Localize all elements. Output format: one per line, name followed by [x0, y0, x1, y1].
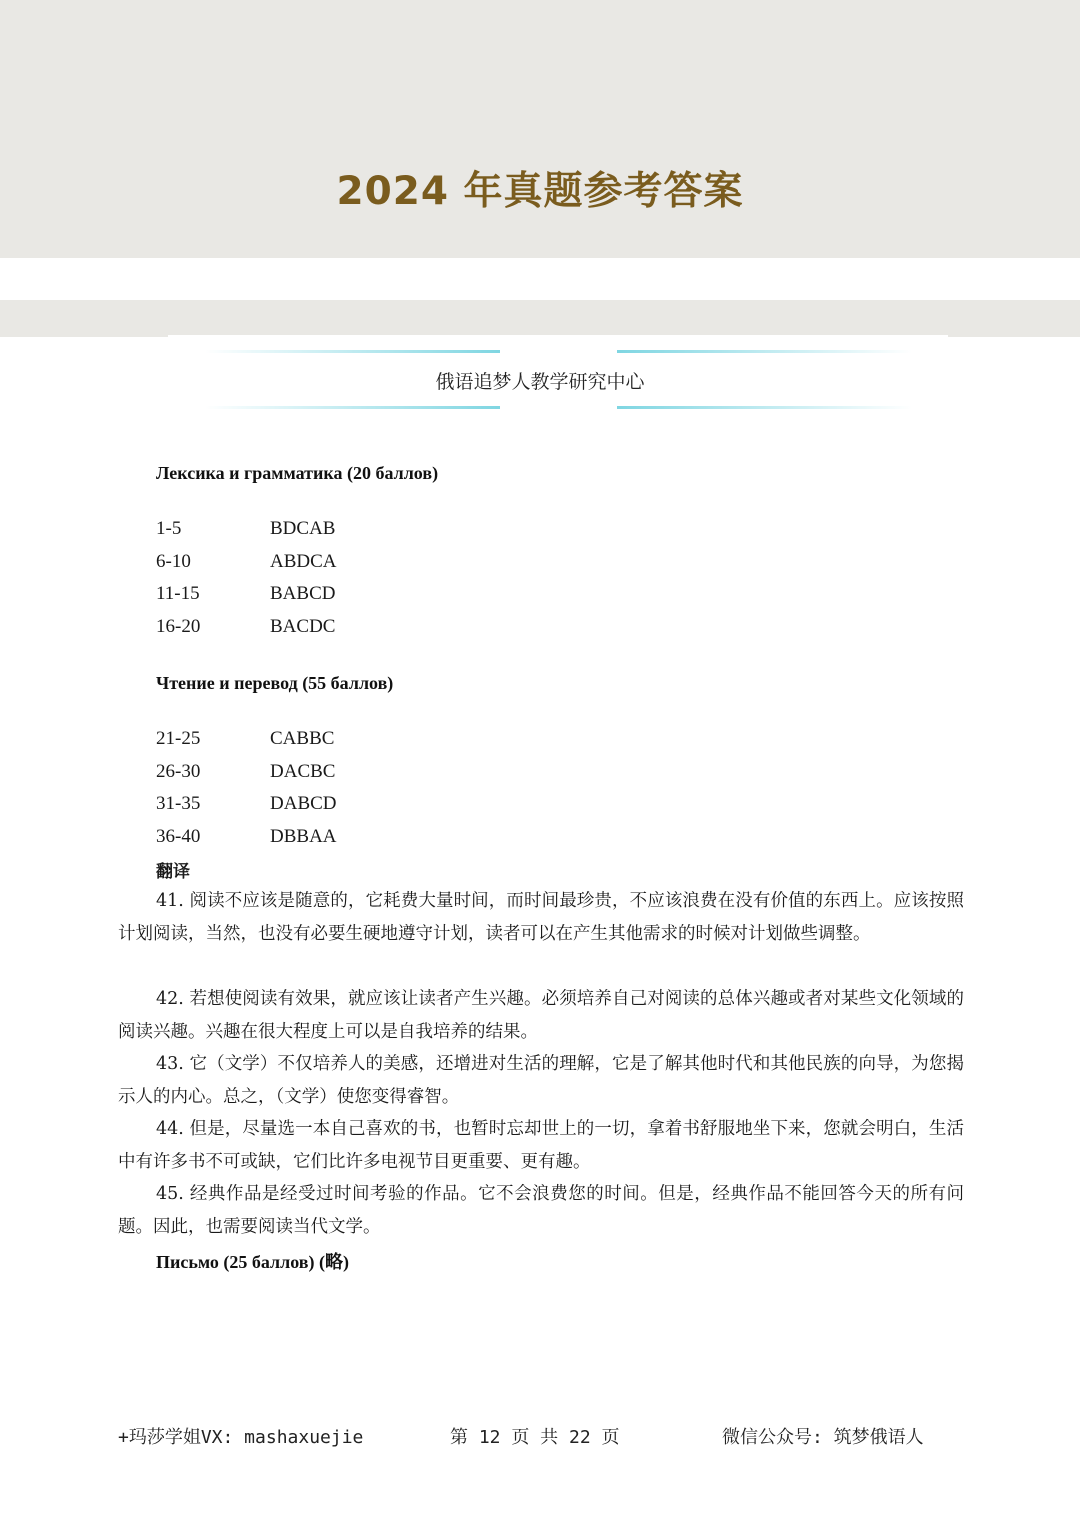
page-title: 2024 年真题参考答案: [336, 169, 744, 214]
section-heading-translation: 翻译: [156, 862, 190, 882]
answer-keys: CABBC: [270, 728, 335, 749]
decorative-line-top-right: [617, 350, 912, 353]
decorative-line-top-left: [205, 350, 500, 353]
answer-range: 6-10: [156, 551, 191, 572]
answer-range: 36-40: [156, 826, 201, 847]
answer-range: 1-5: [156, 518, 182, 539]
section-heading-reading: Чтение и перевод (55 баллов): [156, 673, 394, 693]
header-band: [0, 0, 1080, 258]
answer-keys: BABCD: [270, 583, 336, 604]
answer-range: 16-20: [156, 616, 201, 637]
answer-keys: DBBAA: [270, 826, 337, 847]
answer-keys: BACDC: [270, 616, 336, 637]
answer-range: 26-30: [156, 761, 201, 782]
footer-wechat: 微信公众号: 筑梦俄语人: [722, 1427, 924, 1448]
section-heading-writing: Письмо (25 баллов) (略): [156, 1252, 350, 1272]
divider-band: [0, 300, 1080, 337]
answer-range: 21-25: [156, 728, 201, 749]
organization-name: 俄语追梦人教学研究中心: [435, 371, 645, 393]
footer-contact: +玛莎学姐VX: mashaxuejie: [118, 1427, 364, 1448]
translation-paragraph: 44. 但是，尽量选一本自己喜欢的书，也暂时忘却世上的一切，拿着书舒服地坐下来，您就会明白，生活中有许多书不可或缺，它们比许多电视节目更重要、更有趣。: [118, 1119, 964, 1172]
translation-paragraph: 43. 它（文学）不仅培养人的美感，还增进对生活的理解，它是了解其他时代和其他民族的向导，为您揭示人的内心。总之，（文学）使您变得睿智。: [118, 1054, 964, 1107]
section-heading-lexgram: Лексика и грамматика (20 баллов): [156, 463, 439, 483]
answer-range: 31-35: [156, 793, 201, 814]
answer-range: 11-15: [156, 583, 200, 604]
decorative-line-bottom-left: [205, 406, 500, 409]
translation-paragraph: 45. 经典作品是经受过时间考验的作品。它不会浪费您的时间。但是，经典作品不能回答今天的所有问题。因此，也需要阅读当代文学。: [118, 1184, 964, 1237]
divider-band-notch: [168, 335, 948, 337]
translation-paragraph: 41. 阅读不应该是随意的，它耗费大量时间，而时间最珍贵，不应该浪费在没有价值的东西上。应该按照计划阅读，当然，也没有必要生硬地遵守计划，读者可以在产生其他需求的时候对计划做些调整。: [118, 891, 964, 944]
answer-keys: ABDCA: [270, 551, 337, 572]
page-number: 第 12 页 共 22 页: [450, 1427, 620, 1448]
answer-keys: DACBC: [270, 761, 336, 782]
translation-paragraph: 42. 若想使阅读有效果，就应该让读者产生兴趣。必须培养自己对阅读的总体兴趣或者对某些文化领域的阅读兴趣。兴趣在很大程度上可以是自我培养的结果。: [118, 989, 964, 1042]
answer-keys: BDCAB: [270, 518, 336, 539]
answer-keys: DABCD: [270, 793, 337, 814]
decorative-line-bottom-right: [617, 406, 912, 409]
